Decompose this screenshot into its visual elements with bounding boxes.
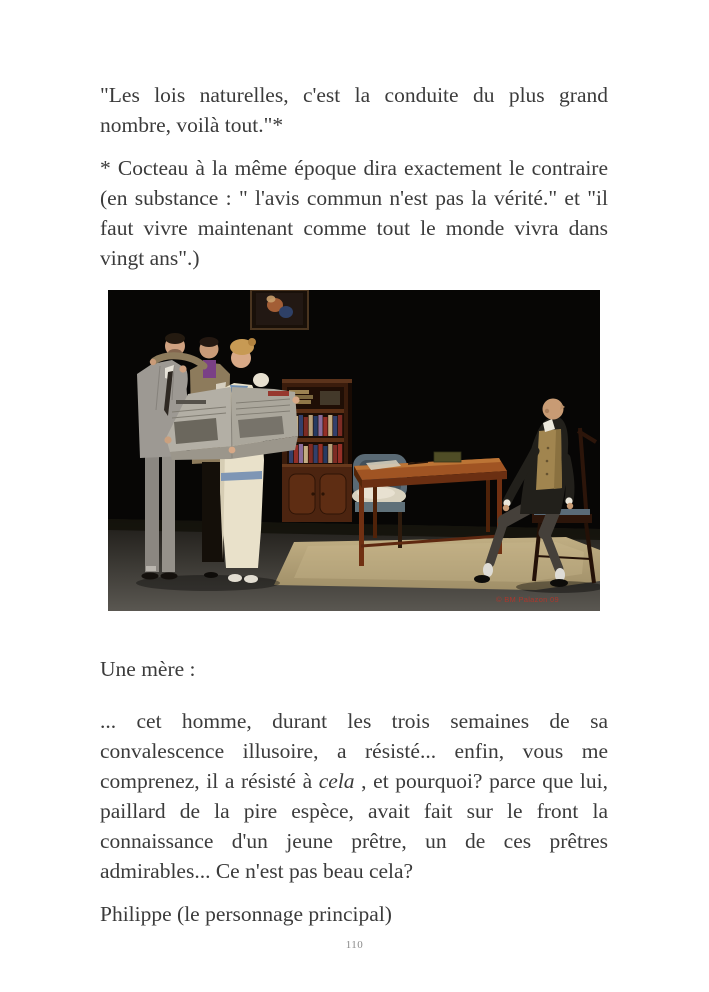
page-content (100, 0, 608, 929)
monologue-italic-word: cela (318, 769, 355, 793)
footnote-paragraph: * Cocteau à la même époque dira exactement le contraire (en substance : " l'avis commun n'est pas la vérité." et "il faut vivre maintenant comme tout le monde vivra dans vingt ans".) (100, 156, 608, 270)
production-photo (108, 290, 600, 611)
monologue-text: ... cet homme, durant les trois semaines de sa convalescence illusoire, a résisté... enfin, vous me comprenez, il a résisté à (100, 709, 608, 793)
monologue-text-cont: , et pourquoi? parce que lui, paillard de la pire espèce, avait fait sur le front la connaissance d'un jeune prêtre, un de ces prêtres admirables... Ce n'est pas beau cela? (100, 769, 608, 883)
mother-monologue (100, 706, 608, 886)
page-number: 110 (345, 939, 364, 951)
production-photo-art (108, 290, 600, 611)
quote-paragraph: "Les lois naturelles, c'est la conduite du plus grand nombre, voilà tout."* (100, 83, 608, 137)
speaker-philippe: Philippe (le personnage principal) (100, 902, 392, 926)
photo-watermark: © BM Palazon 09 (496, 595, 559, 604)
framed-painting (251, 290, 308, 329)
speaker-mother: Une mère : (100, 657, 196, 681)
